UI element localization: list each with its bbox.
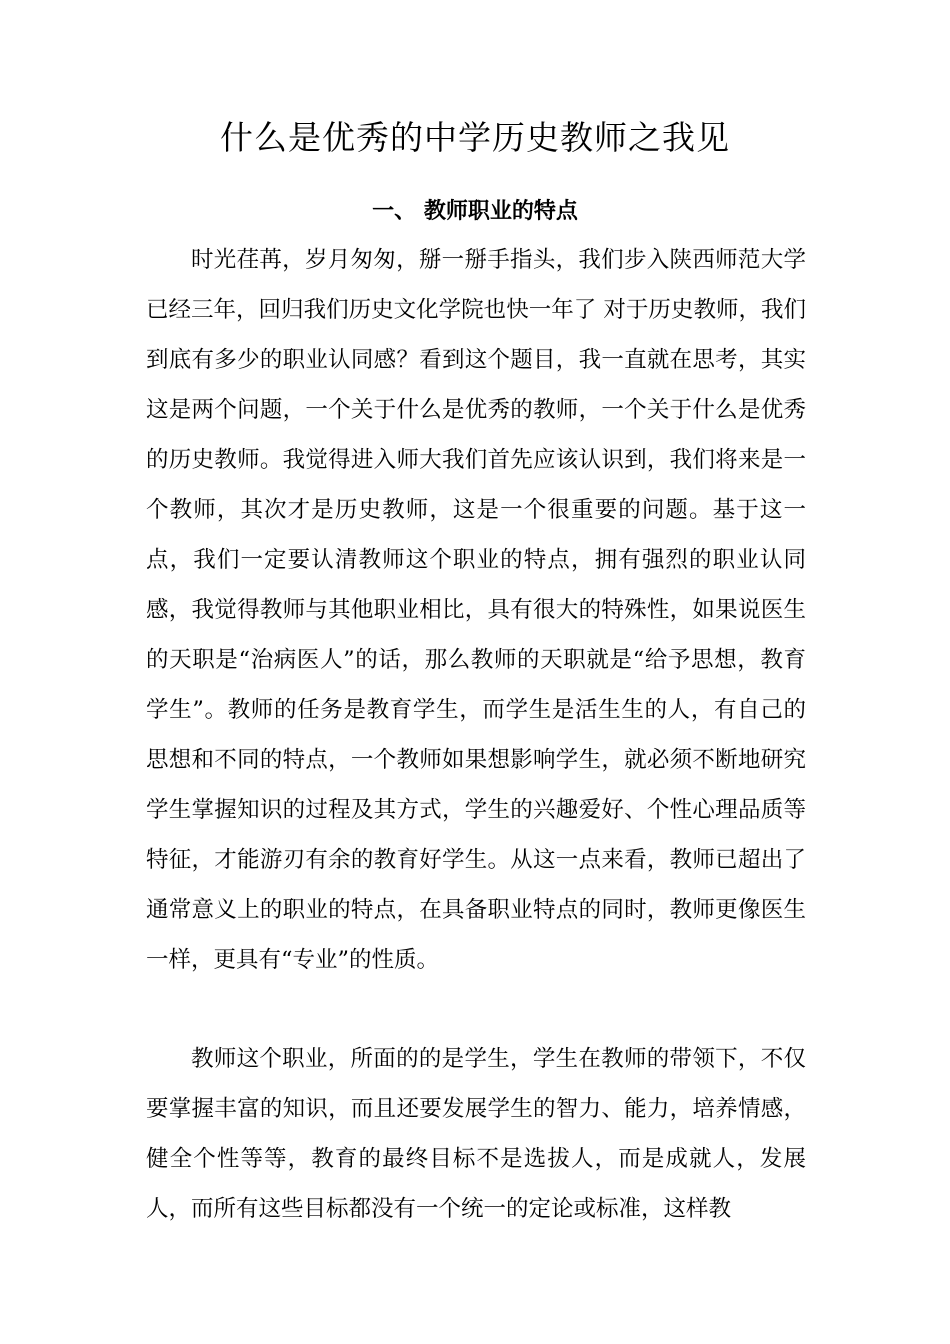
- document-title: 什么是优秀的中学历史教师之我见: [220, 118, 730, 157]
- body-paragraph: 时光荏苒，岁月匆匆，掰一掰手指头，我们步入陕西师范大学已经三年，回归我们历史文化学院也快一年了 对于历史教师，我们到底有多少的职业认同感？看到这个题目，我一直就在思考，其实这是两个问题，一个关于什么是优秀的教师，一个关于什么是优秀的历史教师。我觉得进入师大我们首先应该认识到，我们将来是一个教师，其次才是历史教师，这是一个很重要的问题。基于这一点，我们一定要认清教师这个职业的特点，拥有强烈的职业认同感，我觉得教师与其他职业相比，具有很大的特殊性，如果说医生的天职是“治病医人”的话，那么教师的天职就是“给予思想，教育学生”。教师的任务是教育学生，而学生是活生生的人，有自己的思想和不同的特点，一个教师如果想影响学生，就必须不断地研究学生掌握知识的过程及其方式，学生的兴趣爱好、个性心理品质等特征，才能游刃有余的教育好学生。从这一点来看，教师已超出了通常意义上的职业的特点，在具备职业特点的同时，教师更像医生一样，更具有“专业”的性质。: [146, 247, 806, 973]
- section-heading: 一、 教师职业的特点: [372, 198, 578, 224]
- body-paragraph: 教师这个职业，所面的的是学生，学生在教师的带领下，不仅要掌握丰富的知识，而且还要发展学生的智力、能力，培养情感，健全个性等等，教育的最终目标不是选拔人，而是成就人，发展人，而所有这些目标都没有一个统一的定论或标准，这样教: [146, 1046, 806, 1222]
